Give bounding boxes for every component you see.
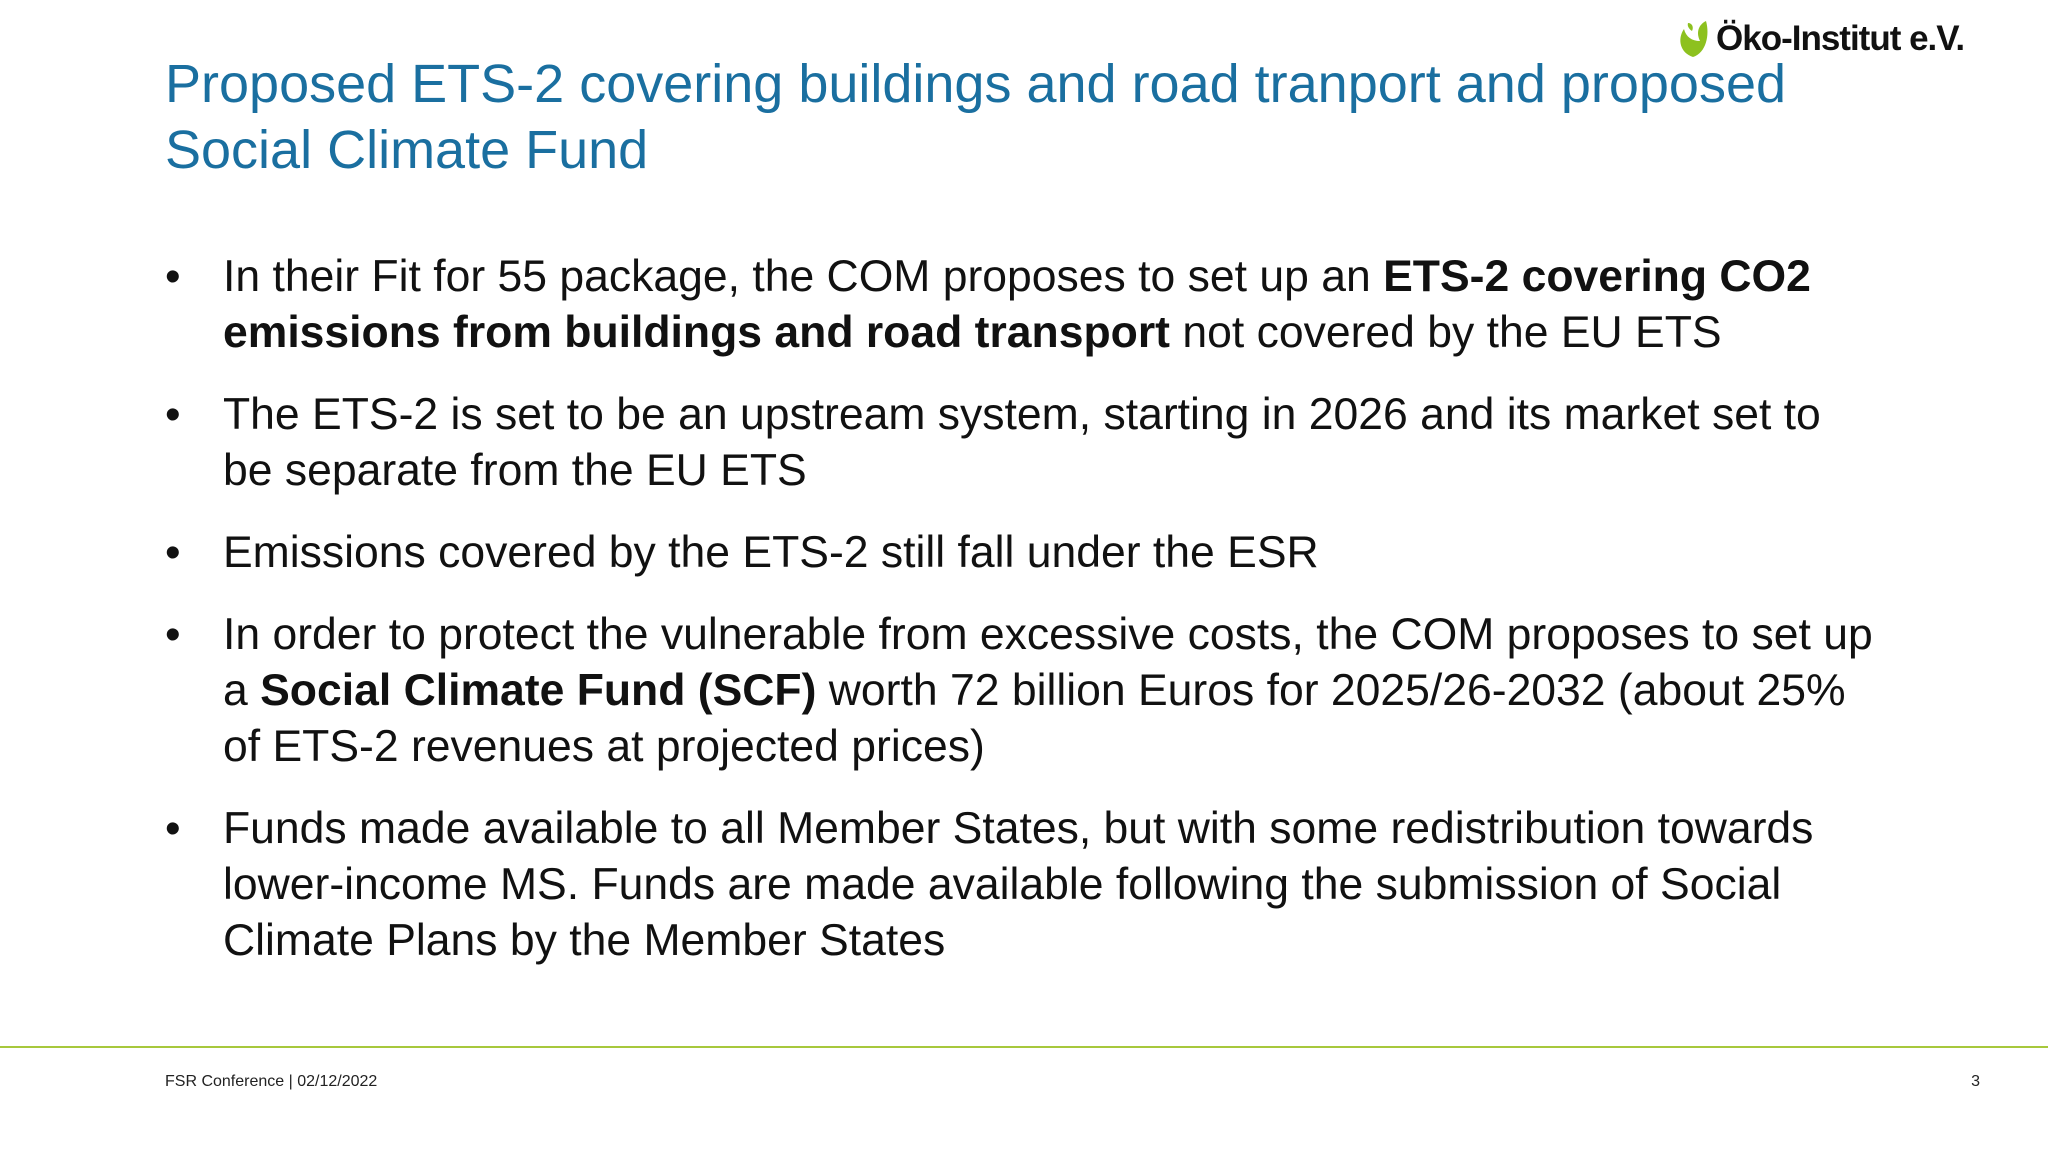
bullet-item — [165, 801, 1985, 969]
bullet-symbol: • — [165, 528, 181, 577]
bullet-text: Climate Plans by the Member States — [223, 916, 946, 965]
bullet-item — [165, 607, 1985, 775]
bullet-line — [223, 387, 1985, 443]
footer-conference-date: FSR Conference | 02/12/2022 — [165, 1073, 378, 1090]
bullet-item — [165, 387, 1985, 499]
bullet-line — [223, 857, 1985, 913]
footer-divider — [0, 1046, 2048, 1048]
slide-title-line-2: Social Climate Fund — [165, 120, 649, 180]
bullet-line — [223, 525, 1985, 581]
bullet-line — [223, 607, 1985, 663]
slide-title-line-1: Proposed ETS-2 covering buildings and road tranport and proposed — [165, 54, 1787, 114]
bullet-item — [165, 249, 1985, 361]
logo-text: Öko-Institut e.V. — [1716, 19, 1965, 58]
bullet-text: Funds made available to all Member States, but with some redistribution towards — [223, 804, 1814, 853]
bullet-text: of ETS-2 revenues at projected prices) — [223, 722, 985, 771]
bullet-line — [223, 663, 1985, 719]
bullet-text: worth 72 billion Euros for 2025/26-2032 (about 25% — [816, 666, 1846, 715]
bullet-list — [165, 249, 1985, 995]
bullet-text: Emissions covered by the ETS-2 still fall under the ESR — [223, 528, 1319, 577]
bullet-text: a — [223, 666, 261, 715]
bullet-text: not covered by the EU ETS — [1169, 308, 1722, 357]
bullet-text: In their Fit for 55 package, the COM proposes to set up an — [223, 252, 1384, 301]
bullet-text: In order to protect the vulnerable from excessive costs, the COM proposes to set up — [223, 610, 1873, 659]
bullet-line — [223, 305, 1985, 361]
bullet-symbol: • — [165, 804, 181, 853]
bullet-text: lower-income MS. Funds are made available following the submission of Social — [223, 860, 1782, 909]
bullet-text-bold: emissions from buildings and road transport — [223, 308, 1170, 357]
bullet-symbol: • — [165, 252, 181, 301]
bullet-text: be separate from the EU ETS — [223, 446, 807, 495]
bullet-line — [223, 801, 1985, 857]
bullet-line — [223, 913, 1985, 969]
page-number: 3 — [1971, 1073, 1980, 1090]
bullet-text-bold: Social Climate Fund (SCF) — [260, 666, 817, 715]
bullet-line — [223, 719, 1985, 775]
bullet-text: The ETS-2 is set to be an upstream system, starting in 2026 and its market set to — [223, 390, 1821, 439]
slide-title — [165, 51, 1905, 183]
bullet-symbol: • — [165, 390, 181, 439]
bullet-item — [165, 525, 1985, 581]
bullet-line — [223, 443, 1985, 499]
bullet-text-bold: ETS-2 covering CO2 — [1383, 252, 1811, 301]
bullet-line — [223, 249, 1985, 305]
bullet-symbol: • — [165, 610, 181, 659]
